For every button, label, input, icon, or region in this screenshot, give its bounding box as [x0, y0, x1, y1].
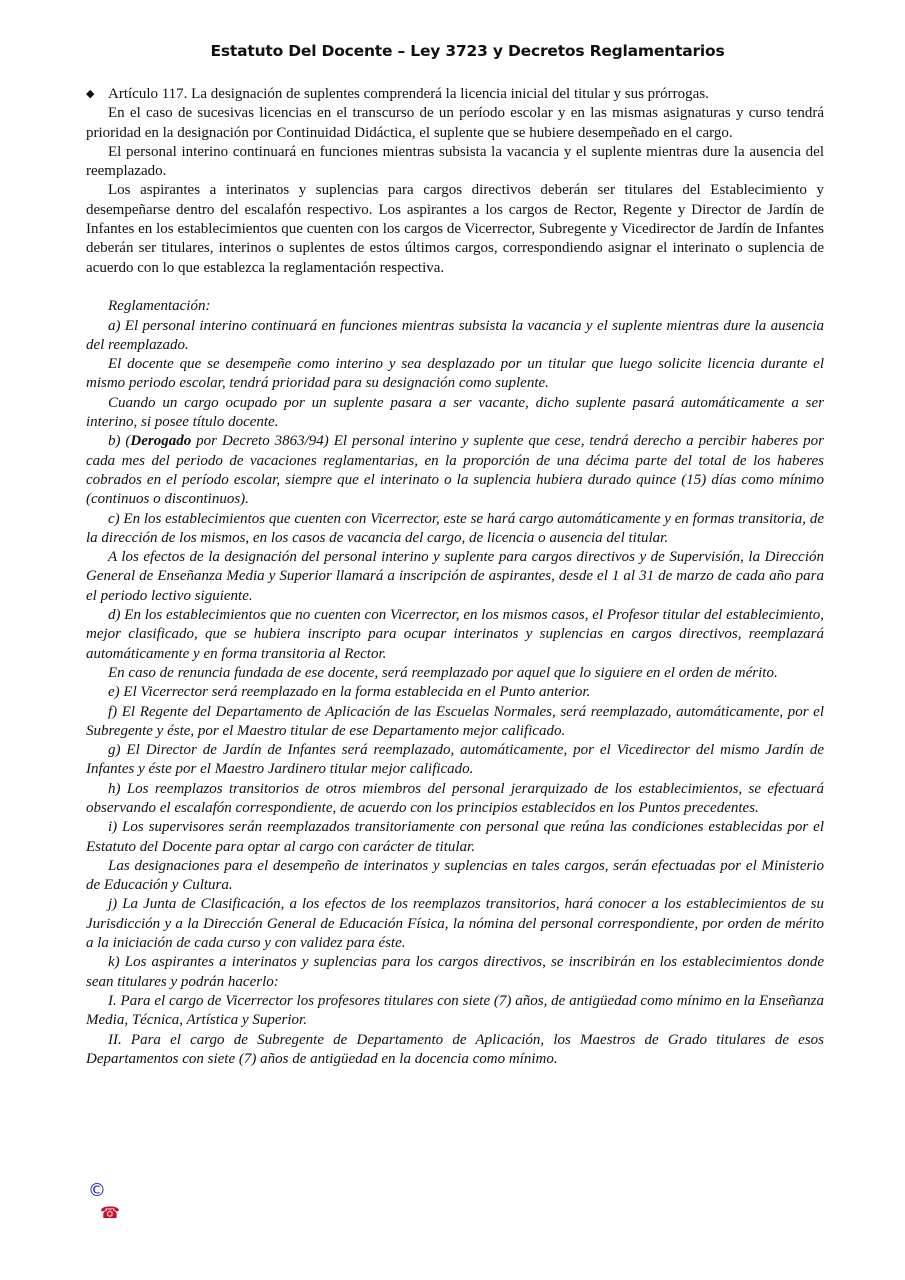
item-b-prefix: b) (: [108, 433, 131, 450]
regulation-item-b: [86, 432, 824, 509]
regulation-item-g: g) El Director de Jardín de Infantes será reemplazado, automáticamente, por el Vicedirector del mismo Jardín de Infantes y éste por el Maestro Jardinero titular mejor calificado.: [86, 742, 824, 778]
regulation-item-k: k) Los aspirantes a interinatos y suplencias para los cargos directivos, se inscribirán en los establecimientos donde sean titulares y podrán hacerlo:: [86, 954, 824, 990]
copyright-icon: ©: [88, 1180, 106, 1201]
article-heading-text: Artículo 117. La designación de suplentes comprenderá la licencia inicial del titular y sus prórrogas.: [108, 86, 709, 102]
regulation-item-i: i) Los supervisores serán reemplazados transitoriamente con personal que reúna las condiciones establecidas por el Estatuto del Docente para optar al cargo con carácter de titular.: [86, 819, 824, 855]
regulation-item-j: j) La Junta de Clasificación, a los efectos de los reemplazos transitorios, hará conocer a los establecimientos de su Jurisdicción y a la Dirección General de Educación Física, la nómina del personal correspondiente, por orden de mérito a la iniciación de cada curso y con validez para éste.: [86, 896, 824, 952]
regulation-item-d: d) En los establecimientos que no cuenten con Vicerrector, en los mismos casos, el Profesor titular del establecimiento, mejor clasificado, que se hubiera inscripto para ocupar interinatos y suplencias en cargos directivos, reemplazará automáticamente y en forma transitoria al Rector.: [86, 607, 824, 662]
regulation-item-f: f) El Regente del Departamento de Aplicación de las Escuelas Normales, será reemplazado, automáticamente, por el Subregente y éste, por el Maestro titular de ese Departamento mejor calificado.: [86, 703, 824, 739]
diamond-bullet-icon: ◆: [86, 88, 95, 100]
item-b-text: por Decreto 3863/94) El personal interino y suplente que cese, tendrá derecho a percibir haberes por cada mes del periodo de vacaciones reglamentarias, en la proporción de una décima parte del total de los haberes cobrados en el período escolar, siempre que el interinato o la suplencia hubiera durado quince (15) días como mínimo (continuos o discontinuos).: [86, 433, 824, 508]
document-body: [86, 85, 824, 1069]
page-footer: [88, 1180, 120, 1222]
regulation-item-h: h) Los reemplazos transitorios de otros miembros del personal jerarquizado de los establecimientos, se efectuará observando el escalafón correspondiente, de acuerdo con los principios establecidos en los Puntos precedentes.: [86, 780, 824, 816]
regulation-paragraph: Las designaciones para el desempeño de interinatos y suplencias en tales cargos, serán efectuadas por el Ministerio de Educación y Cultura.: [86, 857, 824, 894]
regulation-paragraph: El docente que se desempeñe como interino y sea desplazado por un titular que luego solicite licencia durante el mismo periodo escolar, tendrá prioridad para su designación como suplente.: [86, 356, 824, 392]
regulation-paragraph: Cuando un cargo ocupado por un suplente pasara a ser vacante, dicho suplente pasará automáticamente a ser interino, si posee título docente.: [86, 394, 824, 431]
regulation-item-e: e) El Vicerrector será reemplazado en la forma establecida en el Punto anterior.: [108, 684, 591, 701]
telephone-icon: ☎: [100, 1203, 120, 1222]
spacer: [86, 278, 824, 297]
regulation-subitem-ii: II. Para el cargo de Subregente de Departamento de Aplicación, los Maestros de Grado titulares de esos Departamentos con siete (7) años de antigüedad en la docencia como mínimo.: [86, 1031, 824, 1067]
regulation-subitem-i: I. Para el cargo de Vicerrector los profesores titulares con siete (7) años, de antigüedad como mínimo en la Enseñanza Media, Técnica, Artística y Superior.: [86, 992, 824, 1029]
derogado-label: Derogado: [130, 433, 192, 450]
article-paragraph: El personal interino continuará en funciones mientras subsista la vacancia y el suplente mientras dure la ausencia del reemplazado.: [86, 143, 824, 180]
regulation-section: [86, 297, 824, 1069]
regulation-paragraph: A los efectos de la designación del personal interino y suplente para cargos directivos y de Supervisión, la Dirección General de Enseñanza Media y Superior llamará a inscripción de aspirantes, desde el 1 al 31 de marzo de cada año para el periodo lectivo siguiente.: [86, 549, 824, 604]
article-paragraph: En el caso de sucesivas licencias en el transcurso de un período escolar y en las mismas asignaturas y curso tendrá prioridad en la designación por Continuidad Didáctica, el suplente que se hubiere desempeñado en el cargo.: [86, 105, 824, 141]
regulation-item-a: a) El personal interino continuará en funciones mientras subsista la vacancia y el suplente mientras dure la ausencia del reemplazado.: [86, 317, 824, 353]
regulation-item-c: c) En los establecimientos que cuenten con Vicerrector, este se hará cargo automáticamente y en formas transitoria, de la dirección de los mismos, en los casos de vacancia del cargo, de licencia o ausencia del titular.: [86, 510, 824, 546]
article-heading: [86, 85, 824, 104]
regulation-paragraph: En caso de renuncia fundada de ese docente, será reemplazado por aquel que lo siguiere en el orden de mérito.: [108, 664, 778, 681]
article-paragraph: Los aspirantes a interinatos y suplencias para cargos directivos deberán ser titulares del Establecimiento y desempeñarse dentro del escalafón respectivo. Los aspirantes a los cargos de Rector, Regente y Director de Jardín de Infantes en los establecimientos que cuenten con los cargos de Vicerrector, Subregente y Vicedirector de Jardín de Infantes deberán ser titulares, interinos o suplentes de estos últimos cargos, correspondiendo asignar el interinato o suplencia de acuerdo con lo que establezca la reglamentación respectiva.: [86, 182, 824, 276]
regulation-heading: Reglamentación:: [108, 298, 211, 315]
page-title: Estatuto Del Docente – Ley 3723 y Decretos Reglamentarios: [210, 42, 725, 60]
